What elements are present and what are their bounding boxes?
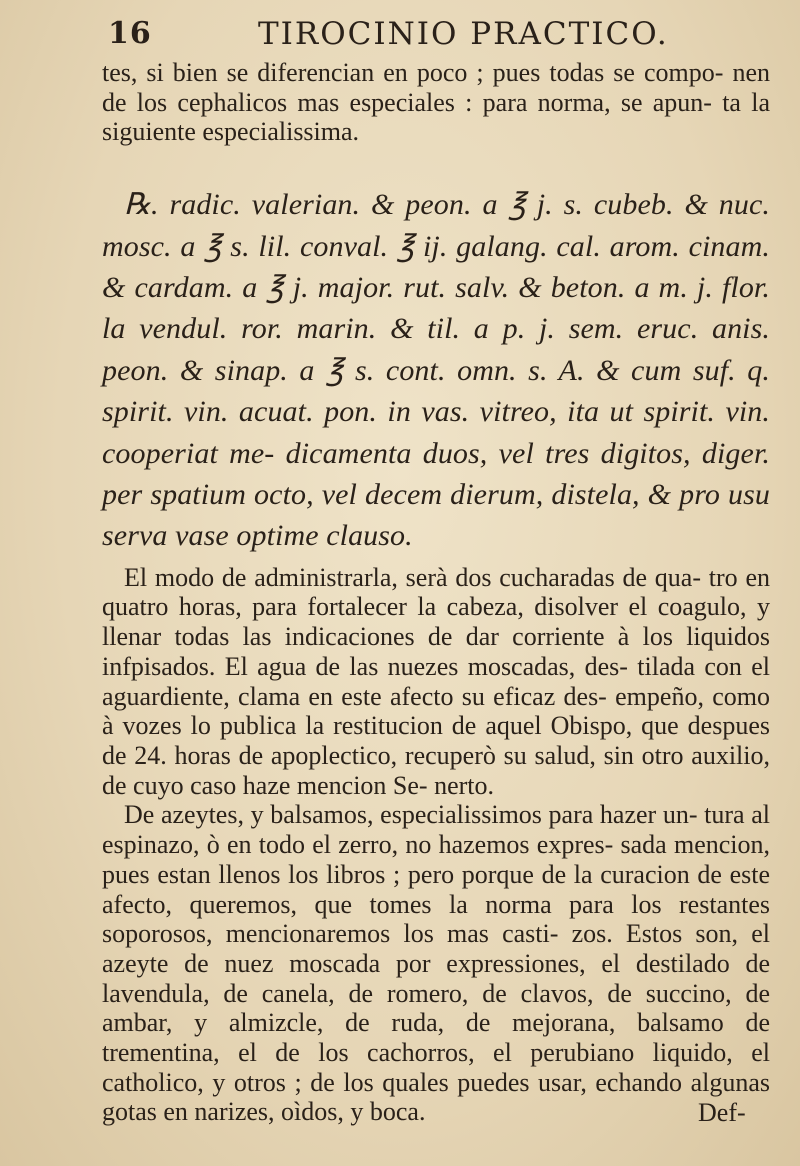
- page-header: [108, 14, 768, 54]
- running-head: TIROCINIO PRACTICO.: [258, 16, 669, 52]
- recipe-paragraph: ℞. radic. valerian. & peon. a ℥ j. s. cubeb. & nuc. mosc. a ℥ s. lil. conval. ℥ ij. galang. cal. arom. cinam. & cardam. a ℥ j. major. rut. salv. & beton. a m. j. flor. la vendul. ror. marin. & til. a p. j. sem. eruc. anis. peon. & sinap. a ℥ s. cont. omn. s. A. & cum suf. q. spirit. vin. acuat. pon. in vas. vitreo, ita ut spirit. vin. cooperiat me- dicamenta duos, vel tres digitos, diger. per spatium octo, vel decem dierum, distela, & pro usu serva vase optime clauso.: [102, 188, 770, 553]
- page-number: 16: [108, 16, 152, 51]
- paragraph-oils-balsams: De azeytes, y balsamos, especialissimos para hazer un- tura al espinazo, ò en todo el zerro, no hazemos expres- sada mencion, pues estan llenos los libros ; pero porque de la curacion de este afecto, queremos, que tomes la norma para los restantes soporosos, mencionaremos los mas casti- zos. Estos son, el azeyte de nuez moscada por expressiones, el destilado de lavendula, de canela, de romero, de clavos, de succino, de ambar, y almizcle, de ruda, de mejorana, balsamo de trementina, el de los cachorros, el perubiano liquido, el catholico, y otros ; de los quales puedes usar, echando algunas gotas en narizes, oìdos, y boca.: [102, 800, 770, 1127]
- paragraph-administration: El modo de administrarla, serà dos cucharadas de qua- tro en quatro horas, para fortalecer la cabeza, disolver el coagulo, y llenar todas las indicaciones de dar corriente à los liquidos infpisados. El agua de las nuezes moscadas, des- tilada con el aguardiente, clama en este afecto su eficaz des- empeño, como à vozes lo publica la restitucion de aquel Obispo, que despues de 24. horas de apoplectico, recuperò su salud, sin otro auxilio, de cuyo caso haze mencion Se- nerto.: [102, 562, 770, 800]
- catchword: Def-: [698, 1098, 746, 1127]
- body-text: [102, 58, 770, 1127]
- intro-paragraph: tes, si bien se diferencian en poco ; pues todas se compo- nen de los cephalicos mas especiales : para norma, se apun- ta la siguiente especialissima.: [102, 58, 770, 147]
